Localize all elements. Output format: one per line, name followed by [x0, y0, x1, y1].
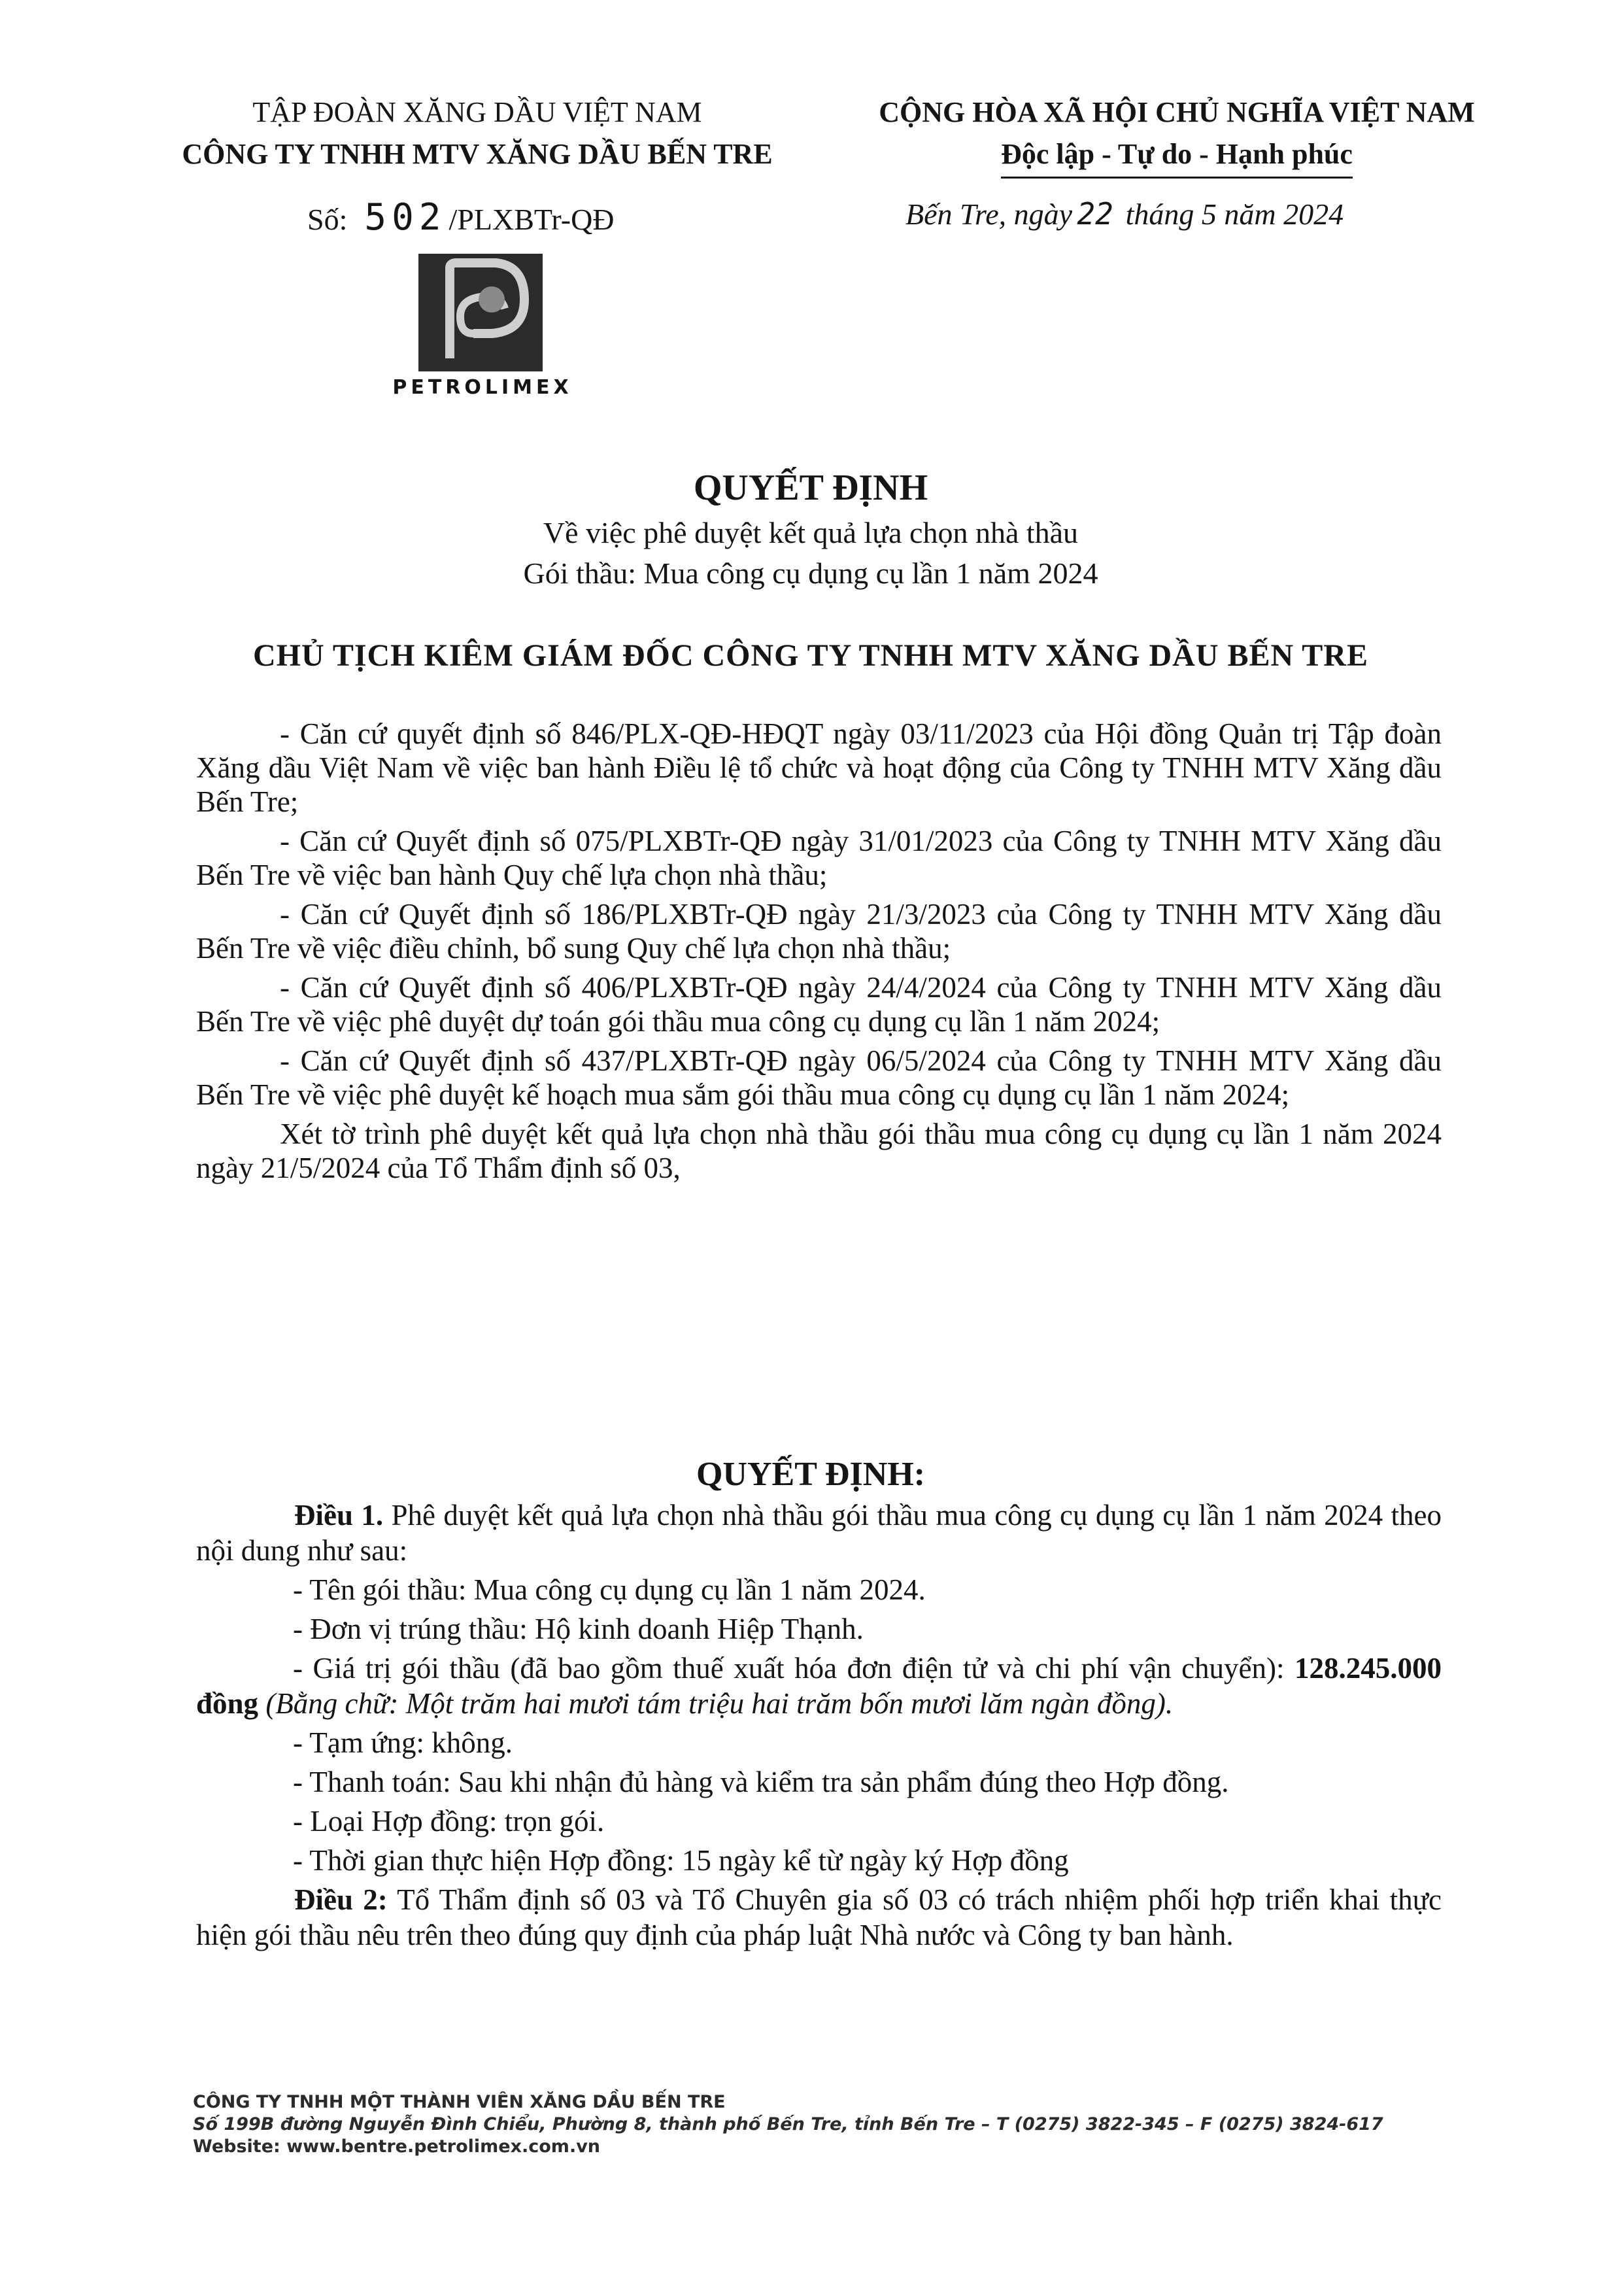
- national-motto: [830, 133, 1523, 179]
- date-suffix: tháng 5 năm 2024: [1125, 197, 1344, 231]
- logo-wordmark: PETROLIMEX: [392, 376, 573, 399]
- company-name: [150, 133, 804, 177]
- package-name: Gói thầu: Mua công cụ dụng cụ lần 1 năm 2024: [523, 556, 1098, 590]
- document-date: [905, 196, 1344, 231]
- article-1-label: Điều 1.: [294, 1499, 384, 1532]
- list-item: - Thời gian thực hiện Hợp đồng: 15 ngày kể từ ngày ký Hợp đồng: [293, 1844, 1069, 1877]
- title-block: [196, 463, 1425, 594]
- date-prefix: Bến Tre, ngày: [905, 197, 1073, 231]
- petrolimex-logo-icon: [418, 254, 543, 371]
- parent-organization: TẬP ĐOÀN XĂNG DẦU VIỆT NAM: [252, 96, 702, 128]
- list-item: - Loại Hợp đồng: trọn gói.: [293, 1805, 605, 1838]
- article-2: [196, 1882, 1442, 1953]
- legal-bases: [196, 717, 1442, 1190]
- signing-authority: CHỦ TỊCH KIÊM GIÁM ĐỐC CÔNG TY TNHH MTV XĂNG DẦU BẾN TRE: [253, 638, 1368, 673]
- list-item: - Tạm ứng: không.: [293, 1726, 513, 1759]
- document-number: [307, 196, 615, 239]
- basis-paragraph: - Căn cứ Quyết định số 186/PLXBTr-QĐ ngày 21/3/2023 của Công ty TNHH MTV Xăng dầu Bến Tre về việc điều chỉnh, bổ sung Quy chế lựa chọn nhà thầu;: [196, 898, 1442, 965]
- number-suffix: /PLXBTr-QĐ: [448, 203, 615, 236]
- basis-paragraph: - Căn cứ quyết định số 846/PLX-QĐ-HĐQT ngày 03/11/2023 của Hội đồng Quản trị Tập đoàn Xăng dầu Việt Nam về việc ban hành Điều lệ tổ chức và hoạt động của Công ty TNHH MTV Xăng dầu Bến Tre;: [196, 717, 1442, 818]
- national-title: CỘNG HÒA XÃ HỘI CHỦ NGHĨA VIỆT NAM: [879, 96, 1475, 128]
- value-amount: 128.245.000 đồng: [196, 1652, 1442, 1720]
- national-header: [830, 92, 1523, 179]
- number-value: 502: [364, 196, 447, 239]
- list-item: - Tên gói thầu: Mua công cụ dụng cụ lần 1 năm 2024.: [293, 1573, 926, 1606]
- footer-address: Số 199B đường Nguyễn Đình Chiểu, Phường 8, thành phố Bến Tre, tỉnh Bến Tre – T (0275) 3822-345 – F (0275) 3824-617: [193, 2114, 1383, 2134]
- contract-value: [196, 1651, 1442, 1721]
- number-prefix: Số:: [307, 203, 348, 236]
- basis-paragraph: - Căn cứ Quyết định số 075/PLXBTr-QĐ ngày 31/01/2023 của Công ty TNHH MTV Xăng dầu Bến Tre về việc ban hành Quy chế lựa chọn nhà thầu;: [196, 825, 1442, 891]
- article-2-text: Tổ Thẩm định số 03 và Tổ Chuyên gia số 03 có trách nhiệm phối hợp triển khai thực hiện gói thầu nêu trên theo đúng quy định của pháp luật Nhà nước và Công ty ban hành.: [196, 1883, 1442, 1951]
- national-motto-text: Độc lập - Tự do - Hạnh phúc: [1001, 133, 1353, 179]
- basis-paragraph: - Căn cứ Quyết định số 437/PLXBTr-QĐ ngày 06/5/2024 của Công ty TNHH MTV Xăng dầu Bến Tre về việc phê duyệt kế hoạch mua sắm gói thầu mua công cụ dụng cụ lần 1 năm 2024;: [196, 1044, 1442, 1111]
- decision-body: [196, 1498, 1442, 1957]
- value-in-words: (Bằng chữ: Một trăm hai mươi tám triệu hai trăm bốn mươi lăm ngàn đồng).: [265, 1687, 1174, 1720]
- document-subject: Về việc phê duyệt kết quả lựa chọn nhà thầu: [543, 516, 1079, 549]
- list-item: - Đơn vị trúng thầu: Hộ kinh doanh Hiệp Thạnh.: [293, 1613, 864, 1645]
- value-prefix: - Giá trị gói thầu (đã bao gồm thuế xuất hóa đơn điện tử và chi phí vận chuyển):: [293, 1652, 1285, 1685]
- company-footer: [193, 2091, 1474, 2158]
- company-name-text: CÔNG TY TNHH MTV XĂNG DẦU BẾN TRE: [182, 138, 773, 170]
- document-title: QUYẾT ĐỊNH: [693, 468, 928, 508]
- article-1-text: Phê duyệt kết quả lựa chọn nhà thầu gói thầu mua công cụ dụng cụ lần 1 năm 2024 theo nội dung như sau:: [196, 1499, 1442, 1567]
- consideration-paragraph: Xét tờ trình phê duyệt kết quả lựa chọn nhà thầu gói thầu mua công cụ dụng cụ lần 1 năm 2024 ngày 21/5/2024 của Tổ Thẩm định số 03,: [196, 1118, 1442, 1184]
- date-day: 22: [1077, 196, 1113, 231]
- footer-website: Website: www.bentre.petrolimex.com.vn: [193, 2136, 601, 2157]
- article-1: [196, 1498, 1442, 1568]
- basis-paragraph: - Căn cứ Quyết định số 406/PLXBTr-QĐ ngày 24/4/2024 của Công ty TNHH MTV Xăng dầu Bến Tre về việc phê duyệt dự toán gói thầu mua công cụ dụng cụ lần 1 năm 2024;: [196, 971, 1442, 1038]
- decision-heading: QUYẾT ĐỊNH:: [696, 1456, 926, 1493]
- article-2-label: Điều 2:: [294, 1883, 388, 1916]
- list-item: - Thanh toán: Sau khi nhận đủ hàng và kiểm tra sản phẩm đúng theo Hợp đồng.: [293, 1766, 1229, 1798]
- footer-company: CÔNG TY TNHH MỘT THÀNH VIÊN XĂNG DẦU BẾN TRE: [193, 2092, 726, 2112]
- issuer-header: [150, 92, 804, 177]
